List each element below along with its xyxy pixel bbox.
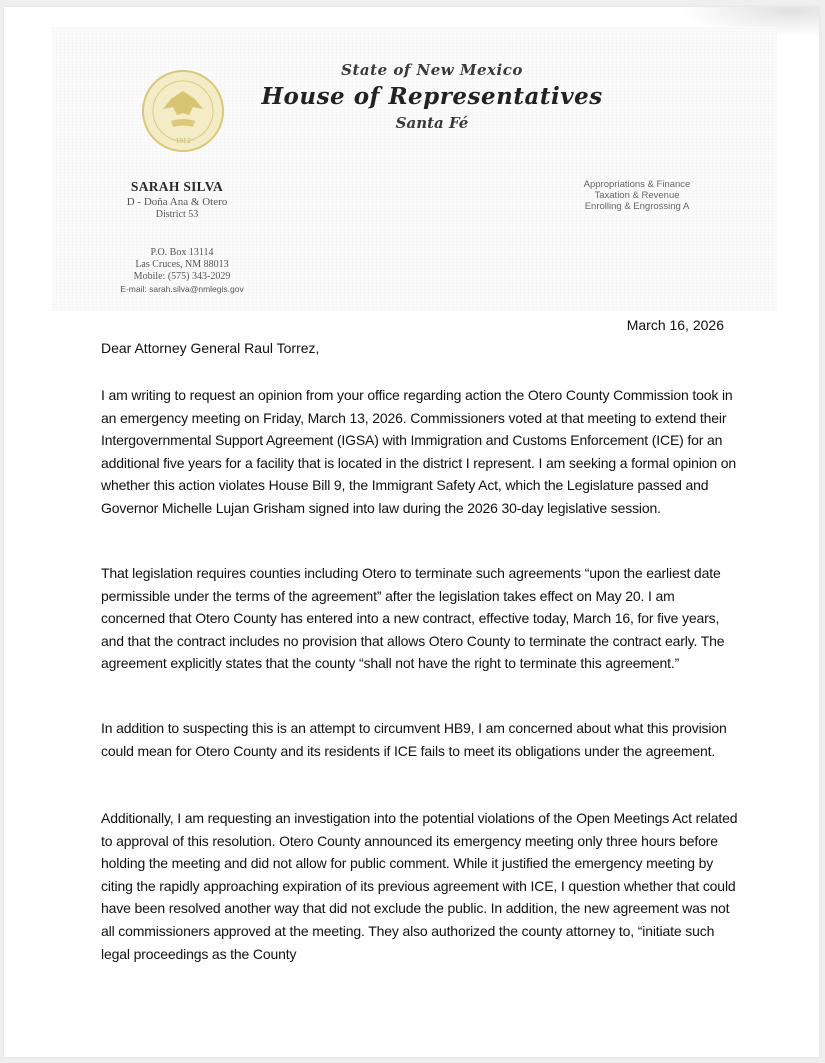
letter-paragraph: That legislation requires counties including Otero to terminate such agreements “upon the earliest date permissible under the terms of the agreement” after the legislation takes effect on May 20. I am concerned that Otero County has entered into a new contract, effective today, March 16, for five years, and that the contract includes no provision that allows Otero County to terminate the contract early. The agreement explicitly states that the county “shall not have the right to terminate this agreement.” [101,565,725,672]
contact-po-box: P.O. Box 13114 [150,247,214,258]
representative-district: District 53 [155,209,199,220]
new-mexico-great-seal-icon [141,69,225,153]
representative-name: SARAH SILVA [130,179,224,194]
letter-salutation: Dear Attorney General Raul Torrez, [101,340,320,356]
committee-item: Appropriations & Finance [583,179,691,190]
letter-paragraph: Additionally, I am requesting an investigation into the potential violations of the Open Meetings Act related to approval of this resolution. Otero County announced its emergency meeting only three hours before holding the meeting and did not allow for public comment. While it justified the emergency meeting by citing the rapidly approaching expiration of its previous agreement with ICE, I question whether that could have been resolved another way that did not exclude the public. In addition, the new agreement was not all commissioners approved at the meeting. They also authorized the county attorney to, “initiate such legal proceedings as the County [101,810,738,962]
committee-list [562,179,712,212]
representative-block [102,179,252,220]
contact-email: E-mail: sarah.silva@nmlegis.gov [120,284,244,294]
svg-text:· 1912 ·: · 1912 · [171,138,195,145]
city-title: Santa Fé [395,114,469,132]
letter-paragraph: I am writing to request an opinion from your office regarding action the Otero County Commission took in an emergency meeting on Friday, March 13, 2026. Commissioners voted at that meeting to extend their Intergovernmental Support Agreement (IGSA) with Immigration and Customs Enforcement (ICE) for an additional five years for a facility that is located in the district I represent. I am seeking a formal opinion on whether this action violates House Bill 9, the Immigrant Safety Act, which the Legislature passed and Governor Michelle Lujan Grisham signed into law during the 2026 30-day legislative session. [101,387,737,516]
letter-page [4,7,819,1057]
letter-paragraph: In addition to suspecting this is an attempt to circumvent HB9, I am concerned about what this provision could mean for Otero County and its residents if ICE fails to meet its obligations under the agreement. [101,720,727,759]
representative-party-counties: D - Doña Ana & Otero [126,196,228,208]
contact-mobile: Mobile: (575) 343-2029 [133,271,231,282]
contact-city: Las Cruces, NM 88013 [135,259,229,270]
contact-block [107,247,257,295]
chamber-title: House of Representatives [261,83,603,110]
committee-item: Taxation & Revenue [594,190,680,201]
chamber-title-block [252,61,612,132]
letter-date: March 16, 2026 [626,317,724,333]
state-title: State of New Mexico [341,61,523,79]
committee-item: Enrolling & Engrossing A [584,201,690,212]
letterhead [52,27,777,311]
